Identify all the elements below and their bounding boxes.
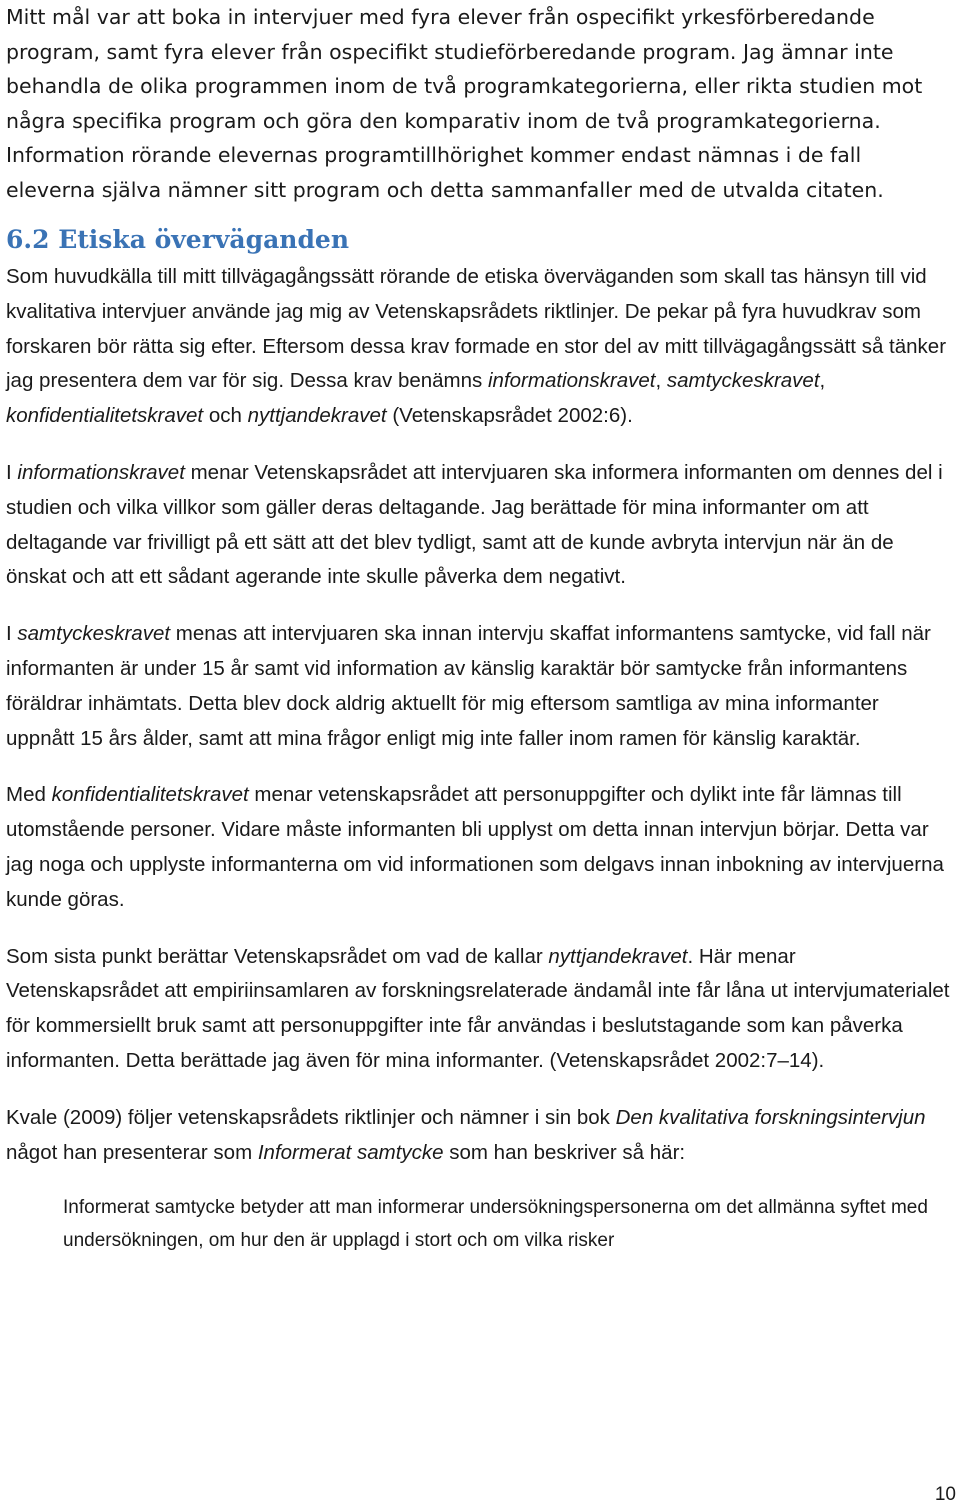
term-konfidentialitetskravet: konfidentialitetskravet [6, 404, 204, 428]
paragraph-informationskravet: I informationskravet menar Vetenskapsrådet att intervjuaren ska informera informanten om dennes del i studien och vilka villkor som gäller deras deltagande. Jag berättade för mina informanter om att deltagande var frivilligt på ett sätt att det blev tydligt, samt att de kunde avbryta intervjun när än de önskat och att ett sådant agerande inte skulle påverka dem negativt. [6, 460, 943, 589]
term-informerat-samtycke: Informerat samtycke [257, 1140, 444, 1164]
term-informationskravet: informationskravet [17, 460, 185, 484]
term-samtyckeskravet: samtyckeskravet [666, 369, 820, 393]
paragraph-konfidentialitetskravet: Med konfidentialitetskravet menar vetenskapsrådet att personuppgifter och dylikt inte får lämnas till utomstående personer. Vidare måste informanten bli upplyst om detta innan intervjun börjar. Detta var jag noga och upplyste informanterna om vid informationen som delgavs innan inbokning av intervjuerna kunde göras. [6, 783, 944, 911]
paragraph-samtyckeskravet: I samtyckeskravet menas att intervjuaren ska innan intervju skaffat informantens samtycke, vid fall när informanten är under 15 år samt vid information av känslig karaktär bör samtycke från informantens föräldrar inhämtats. Detta blev dock aldrig aktuellt för mig eftersom samtliga av mina informanter uppnått 15 års ålder, samt att mina frågor enligt mig inte faller inom ramen för känslig karaktär. [6, 622, 931, 750]
paragraph-nyttjandekravet: Som sista punkt berättar Vetenskapsrådet om vad de kallar nyttjandekravet. Här menar Vetenskapsrådet att empiriinsamlaren av forskningsrelaterade ändamål inte får låna ut intervjumaterialet för kommersiellt bruk samt att personuppgifter inte får användas i beslutstagande som kan påverka informanten. Detta berättade jag även för mina informanter. (Vetenskapsrådet 2002:7–14). [6, 944, 950, 1072]
intro-paragraph: Mitt mål var att boka in intervjuer med fyra elever från ospecifikt yrkesförberedande program, samt fyra elever från ospecifikt studieförberedande program. Jag ämnar inte behandla de olika programmen inom de två programkategorierna, eller rikta studien mot några specifika program och göra den komparativ inom de två programkategorierna. Information rörande elevernas programtillhörighet kommer endast nämnas i de fall eleverna själva nämner sitt program och detta sammanfaller med de utvalda citaten. [6, 5, 923, 202]
book-title: Den kvalitativa forskningsintervjun [615, 1105, 926, 1129]
document-page [6, 0, 952, 1257]
term-konfidentialitetskravet: konfidentialitetskravet [51, 783, 249, 807]
paragraph-kvale: Kvale (2009) följer vetenskapsrådets riktlinjer och nämner i sin bok Den kvalitativa forskningsintervjun något han presenterar som Informerat samtycke som han beskriver så här: [6, 1105, 926, 1164]
term-nyttjandekravet: nyttjandekravet [548, 944, 688, 968]
paragraph-vetenskapsradet-requirements: Som huvudkälla till mitt tillvägagångssätt rörande de etiska överväganden som skall tas hänsyn till vid kvalitativa intervjuer använde jag mig av Vetenskapsrådets riktlinjer. De pekar på fyra huvudkrav som forskaren bör rätta sig efter. Eftersom dessa krav formade en stor del av mitt tillvägagångssätt så tänker jag presentera dem var för sig. Dessa krav benämns informationskravet, samtyckeskravet, konfidentialitetskravet och nyttjandekravet (Vetenskapsrådet 2002:6). [6, 265, 947, 428]
term-nyttjandekravet: nyttjandekravet [247, 404, 387, 428]
term-samtyckeskravet: samtyckeskravet [17, 622, 171, 646]
section-heading: 6.2 Etiska överväganden [6, 225, 350, 254]
page-number: 10 [934, 1484, 956, 1505]
term-informationskravet: informationskravet [487, 369, 656, 393]
block-quote: Informerat samtycke betyder att man informerar undersökningspersonerna om det allmänna syftet med undersökningen, om hur den är upplagd i stort och om vilka risker [63, 1197, 928, 1251]
section-body [6, 260, 952, 1170]
